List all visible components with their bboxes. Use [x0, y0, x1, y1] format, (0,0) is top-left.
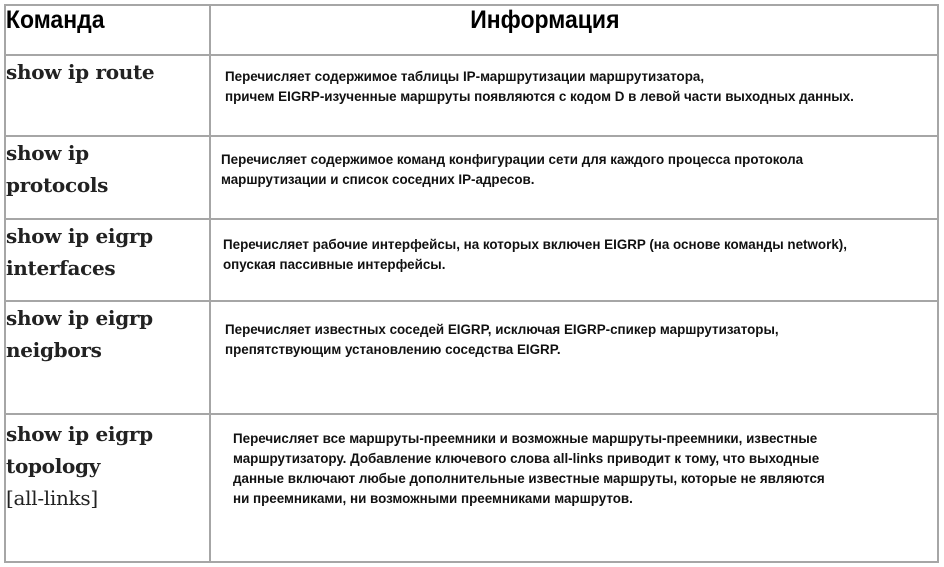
command-text: protocols [6, 173, 109, 197]
info-cell [210, 301, 938, 414]
command-text: show ip eigrp [6, 224, 153, 248]
table-row [5, 414, 938, 562]
command-cell [5, 136, 210, 219]
header-info: Информация [210, 5, 880, 55]
info-text: Перечисляет рабочие интерфейсы, на которых включен EIGRP (на основе команды network), [223, 237, 847, 252]
info-cell [210, 136, 938, 219]
command-text: show ip [6, 141, 89, 165]
info-text: Перечисляет все маршруты-преемники и возможные маршруты-преемники, известные [233, 431, 818, 446]
info-text: ни преемниками, ни возможными преемниками маршрутов. [233, 491, 633, 506]
info-text: маршрутизации и список соседних IP-адресов. [221, 172, 535, 187]
info-text: Перечисляет известных соседей EIGRP, исключая EIGRP-спикер маршрутизаторы, [225, 322, 779, 337]
command-text: [all-links] [6, 486, 98, 510]
info-text: опуская пассивные интерфейсы. [223, 257, 446, 272]
info-text: маршрутизатору. Добавление ключевого слова all-links приводит к тому, что выходные [233, 451, 820, 466]
info-text: Перечисляет содержимое таблицы IP-маршрутизации маршрутизатора, [225, 69, 705, 84]
info-text: Перечисляет содержимое команд конфигурации сети для каждого процесса протокола [221, 152, 804, 167]
command-cell [5, 301, 210, 414]
eigrp-commands-table [4, 4, 939, 563]
info-cell [210, 414, 938, 562]
command-text: interfaces [6, 256, 116, 280]
table-row [5, 55, 938, 136]
table-row [5, 219, 938, 301]
table-row [5, 136, 938, 219]
command-text: show ip eigrp [6, 306, 153, 330]
info-text: данные включают любые дополнительные известные маршруты, которые не являются [233, 471, 825, 486]
header-command: Команда [5, 5, 194, 55]
info-cell [210, 55, 938, 136]
info-cell [210, 219, 938, 301]
command-text: show ip eigrp [6, 422, 153, 446]
table-row [5, 301, 938, 414]
info-text: препятствующим установлению соседства EIGRP. [225, 342, 561, 357]
command-cell [5, 55, 210, 136]
header-row [5, 5, 938, 55]
command-cell [5, 414, 210, 562]
command-text: neigbors [6, 338, 102, 362]
command-cell [5, 219, 210, 301]
info-text: причем EIGRP-изученные маршруты появляются с кодом D в левой части выходных данных. [225, 89, 854, 104]
command-text: show ip route [6, 60, 155, 84]
command-text: topology [6, 454, 101, 478]
